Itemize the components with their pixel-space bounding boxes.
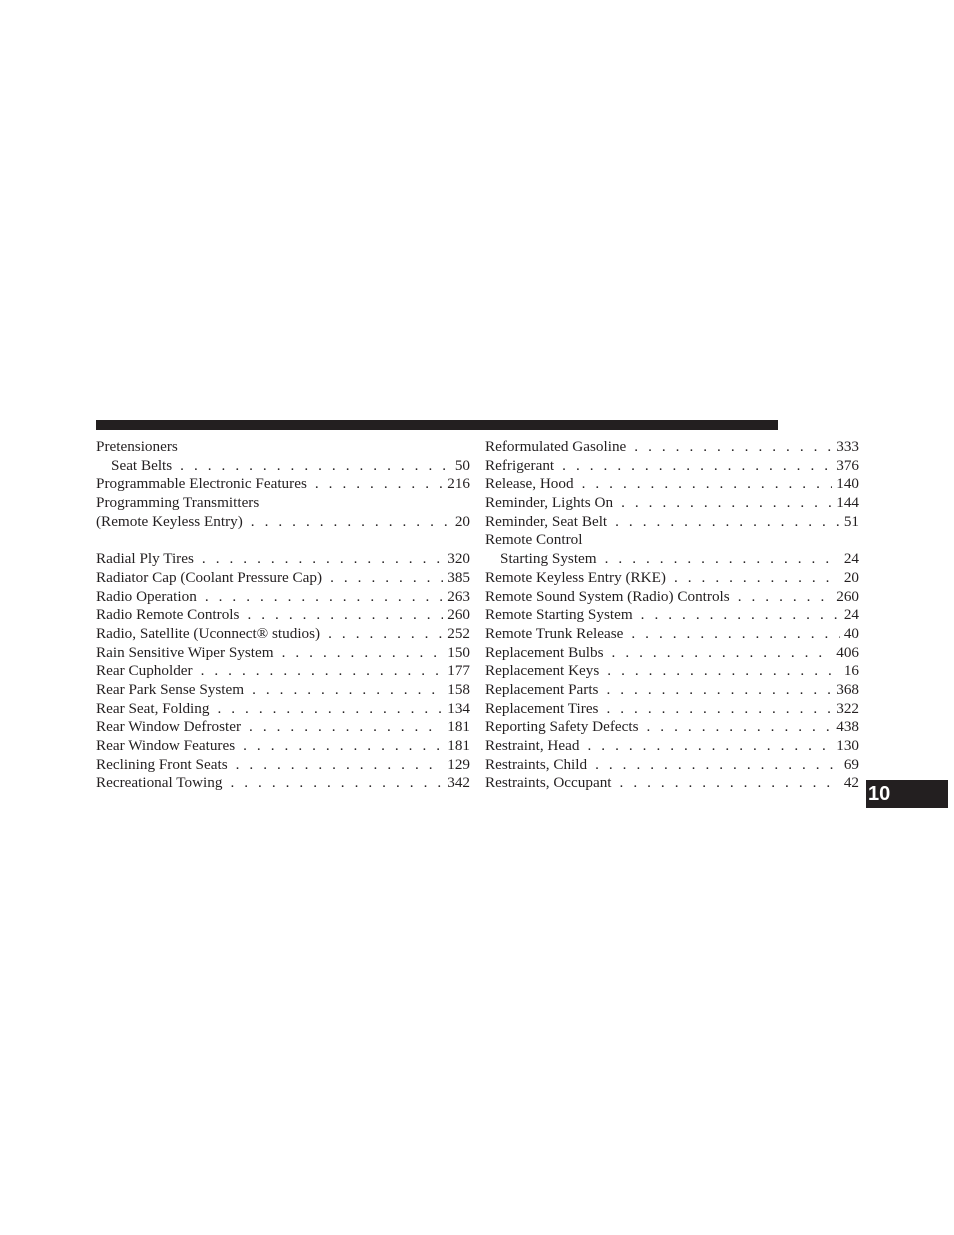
dot-leader xyxy=(330,569,443,588)
index-entry xyxy=(96,700,470,719)
index-entry-label: Replacement Keys xyxy=(485,662,600,680)
index-entry-label: Release, Hood xyxy=(485,475,574,493)
dot-leader xyxy=(615,513,840,532)
index-spacer xyxy=(96,531,470,550)
index-entry-label: Replacement Bulbs xyxy=(485,643,604,661)
index-entry xyxy=(485,531,859,550)
index-entry xyxy=(485,438,859,457)
index-entry xyxy=(485,662,859,681)
index-entry-label: Restraints, Child xyxy=(485,755,588,773)
index-entry-page: 51 xyxy=(843,512,859,530)
index-entry xyxy=(96,718,470,737)
dot-leader xyxy=(562,457,832,476)
index-entry-label: Rear Window Defroster xyxy=(96,718,242,736)
index-entry-label: Remote Control xyxy=(485,531,583,549)
index-entry-page: 263 xyxy=(447,587,470,605)
index-entry xyxy=(96,774,470,793)
index-entry xyxy=(96,681,470,700)
index-entry-label: Programming Transmitters xyxy=(96,494,260,512)
index-entry xyxy=(485,513,859,532)
dot-leader xyxy=(236,756,444,775)
index-entry xyxy=(96,606,470,625)
index-entry xyxy=(96,588,470,607)
index-entry-page: 320 xyxy=(447,550,470,568)
index-entry-label: Rear Cupholder xyxy=(96,662,193,680)
index-entry-page: 385 xyxy=(447,568,470,586)
index-entry-page: 406 xyxy=(836,643,859,661)
dot-leader xyxy=(247,606,443,625)
dot-leader xyxy=(641,606,840,625)
index-entry-label: Radial Ply Tires xyxy=(96,550,194,568)
index-entry xyxy=(485,644,859,663)
index-entry-label: Reclining Front Seats xyxy=(96,755,228,773)
index-entry-page: 216 xyxy=(447,475,470,493)
index-entry-page: 181 xyxy=(447,718,470,736)
index-entry-label: Seat Belts xyxy=(111,456,173,474)
index-column-left xyxy=(96,438,470,793)
index-entry xyxy=(485,550,859,569)
dot-leader xyxy=(631,625,839,644)
index-entry xyxy=(485,569,859,588)
dot-leader xyxy=(201,662,444,681)
index-entry-label: Radio Remote Controls xyxy=(96,606,240,624)
index-entry-label: Programmable Electronic Features xyxy=(96,475,307,493)
index-entry-page: 129 xyxy=(447,755,470,773)
index-entry-label: (Remote Keyless Entry) xyxy=(96,512,243,530)
index-entry-label: Starting System xyxy=(500,550,597,568)
dot-leader xyxy=(243,737,443,756)
index-entry-page: 252 xyxy=(447,624,470,642)
index-entry xyxy=(485,588,859,607)
index-entry-page: 24 xyxy=(843,606,859,624)
index-entry-page: 181 xyxy=(447,737,470,754)
index-entry xyxy=(96,737,470,756)
index-entry-label: Rear Seat, Folding xyxy=(96,699,210,717)
index-entry-label: Remote Starting System xyxy=(485,606,633,624)
dot-leader xyxy=(217,700,443,719)
index-entry xyxy=(96,756,470,775)
index-entry-page: 16 xyxy=(843,662,859,680)
index-entry-label: Restraint, Head xyxy=(485,737,580,754)
index-entry-label: Radio, Satellite (Uconnect® studios) xyxy=(96,624,321,642)
index-entry xyxy=(96,644,470,663)
index-entry-page: 150 xyxy=(447,643,470,661)
index-entry-label: Remote Trunk Release xyxy=(485,624,624,642)
index-entry-page: 134 xyxy=(447,699,470,717)
index-entry xyxy=(96,475,470,494)
index-entry-page: 40 xyxy=(843,624,859,642)
index-entry-label: Reminder, Seat Belt xyxy=(485,512,608,530)
index-entry xyxy=(485,718,859,737)
section-rule xyxy=(96,420,778,430)
dot-leader xyxy=(634,438,832,457)
dot-leader xyxy=(202,550,443,569)
dot-leader xyxy=(587,737,832,756)
index-entry xyxy=(485,737,859,756)
index-entry-page: 140 xyxy=(836,475,859,493)
dot-leader xyxy=(606,700,832,719)
chapter-tab: 10 xyxy=(866,780,948,808)
index-entry xyxy=(485,681,859,700)
index-entry-label: Reformulated Gasoline xyxy=(485,438,627,455)
index-entry-page: 438 xyxy=(836,718,859,736)
index-entry-label: Replacement Parts xyxy=(485,680,599,698)
index-entry xyxy=(485,475,859,494)
dot-leader xyxy=(251,513,451,532)
dot-leader xyxy=(620,774,840,793)
index-entry-page: 42 xyxy=(843,774,859,792)
index-entry xyxy=(96,494,470,513)
dot-leader xyxy=(282,644,444,663)
index-entry-label: Refrigerant xyxy=(485,456,555,474)
index-entry-page: 130 xyxy=(836,737,859,754)
index-entry xyxy=(96,569,470,588)
index-entry-label: Remote Keyless Entry (RKE) xyxy=(485,568,666,586)
index-entry-label: Restraints, Occupant xyxy=(485,774,612,792)
index-entry-page: 260 xyxy=(836,587,859,605)
index-entry-page: 69 xyxy=(843,755,859,773)
index-entry-page: 177 xyxy=(447,662,470,680)
dot-leader xyxy=(180,457,451,476)
index-column-right xyxy=(485,438,859,793)
dot-leader xyxy=(605,550,840,569)
dot-leader xyxy=(647,718,833,737)
dot-leader xyxy=(621,494,832,513)
index-entry-page: 333 xyxy=(836,438,859,455)
index-entry-page: 20 xyxy=(454,512,470,530)
dot-leader xyxy=(252,681,443,700)
dot-leader xyxy=(607,662,840,681)
index-entry-page: 260 xyxy=(447,606,470,624)
index-entry-label: Rain Sensitive Wiper System xyxy=(96,643,274,661)
index-entry-page: 158 xyxy=(447,680,470,698)
index-entry-label: Reporting Safety Defects xyxy=(485,718,639,736)
index-entry-label: Radiator Cap (Coolant Pressure Cap) xyxy=(96,568,323,586)
index-entry-label: Rear Park Sense System xyxy=(96,680,245,698)
dot-leader xyxy=(328,625,443,644)
index-entry xyxy=(485,494,859,513)
index-entry-page: 376 xyxy=(836,456,859,474)
index-entry xyxy=(96,438,470,457)
index-entry-label: Replacement Tires xyxy=(485,699,599,717)
index-entry-label: Rear Window Features xyxy=(96,737,236,754)
index-entry-label: Remote Sound System (Radio) Controls xyxy=(485,587,730,605)
dot-leader xyxy=(315,475,443,494)
index-entry-page: 342 xyxy=(447,774,470,792)
index-entry xyxy=(485,457,859,476)
index-entry-label: Pretensioners xyxy=(96,438,178,455)
index-entry-page: 322 xyxy=(836,699,859,717)
index-entry xyxy=(96,662,470,681)
index-entry-page: 20 xyxy=(843,568,859,586)
index-entry-page: 144 xyxy=(836,494,859,512)
dot-leader xyxy=(230,774,443,793)
index-entry-page: 24 xyxy=(843,550,859,568)
dot-leader xyxy=(205,588,443,607)
dot-leader xyxy=(595,756,840,775)
index-entry xyxy=(485,625,859,644)
dot-leader xyxy=(249,718,443,737)
index-entry-label: Recreational Towing xyxy=(96,774,223,792)
dot-leader xyxy=(612,644,833,663)
dot-leader xyxy=(738,588,833,607)
index-entry-label: Radio Operation xyxy=(96,587,197,605)
index-entry xyxy=(96,625,470,644)
index-entry xyxy=(485,774,859,793)
index-entry xyxy=(485,606,859,625)
index-entry-label: Reminder, Lights On xyxy=(485,494,614,512)
index-entry-page: 50 xyxy=(454,456,470,474)
dot-leader xyxy=(674,569,840,588)
index-entry xyxy=(96,457,470,476)
dot-leader xyxy=(582,475,833,494)
index-entry xyxy=(485,756,859,775)
index-entry xyxy=(96,550,470,569)
index-entry xyxy=(485,700,859,719)
index-entry-page: 368 xyxy=(836,680,859,698)
index-entry xyxy=(96,513,470,532)
dot-leader xyxy=(606,681,832,700)
